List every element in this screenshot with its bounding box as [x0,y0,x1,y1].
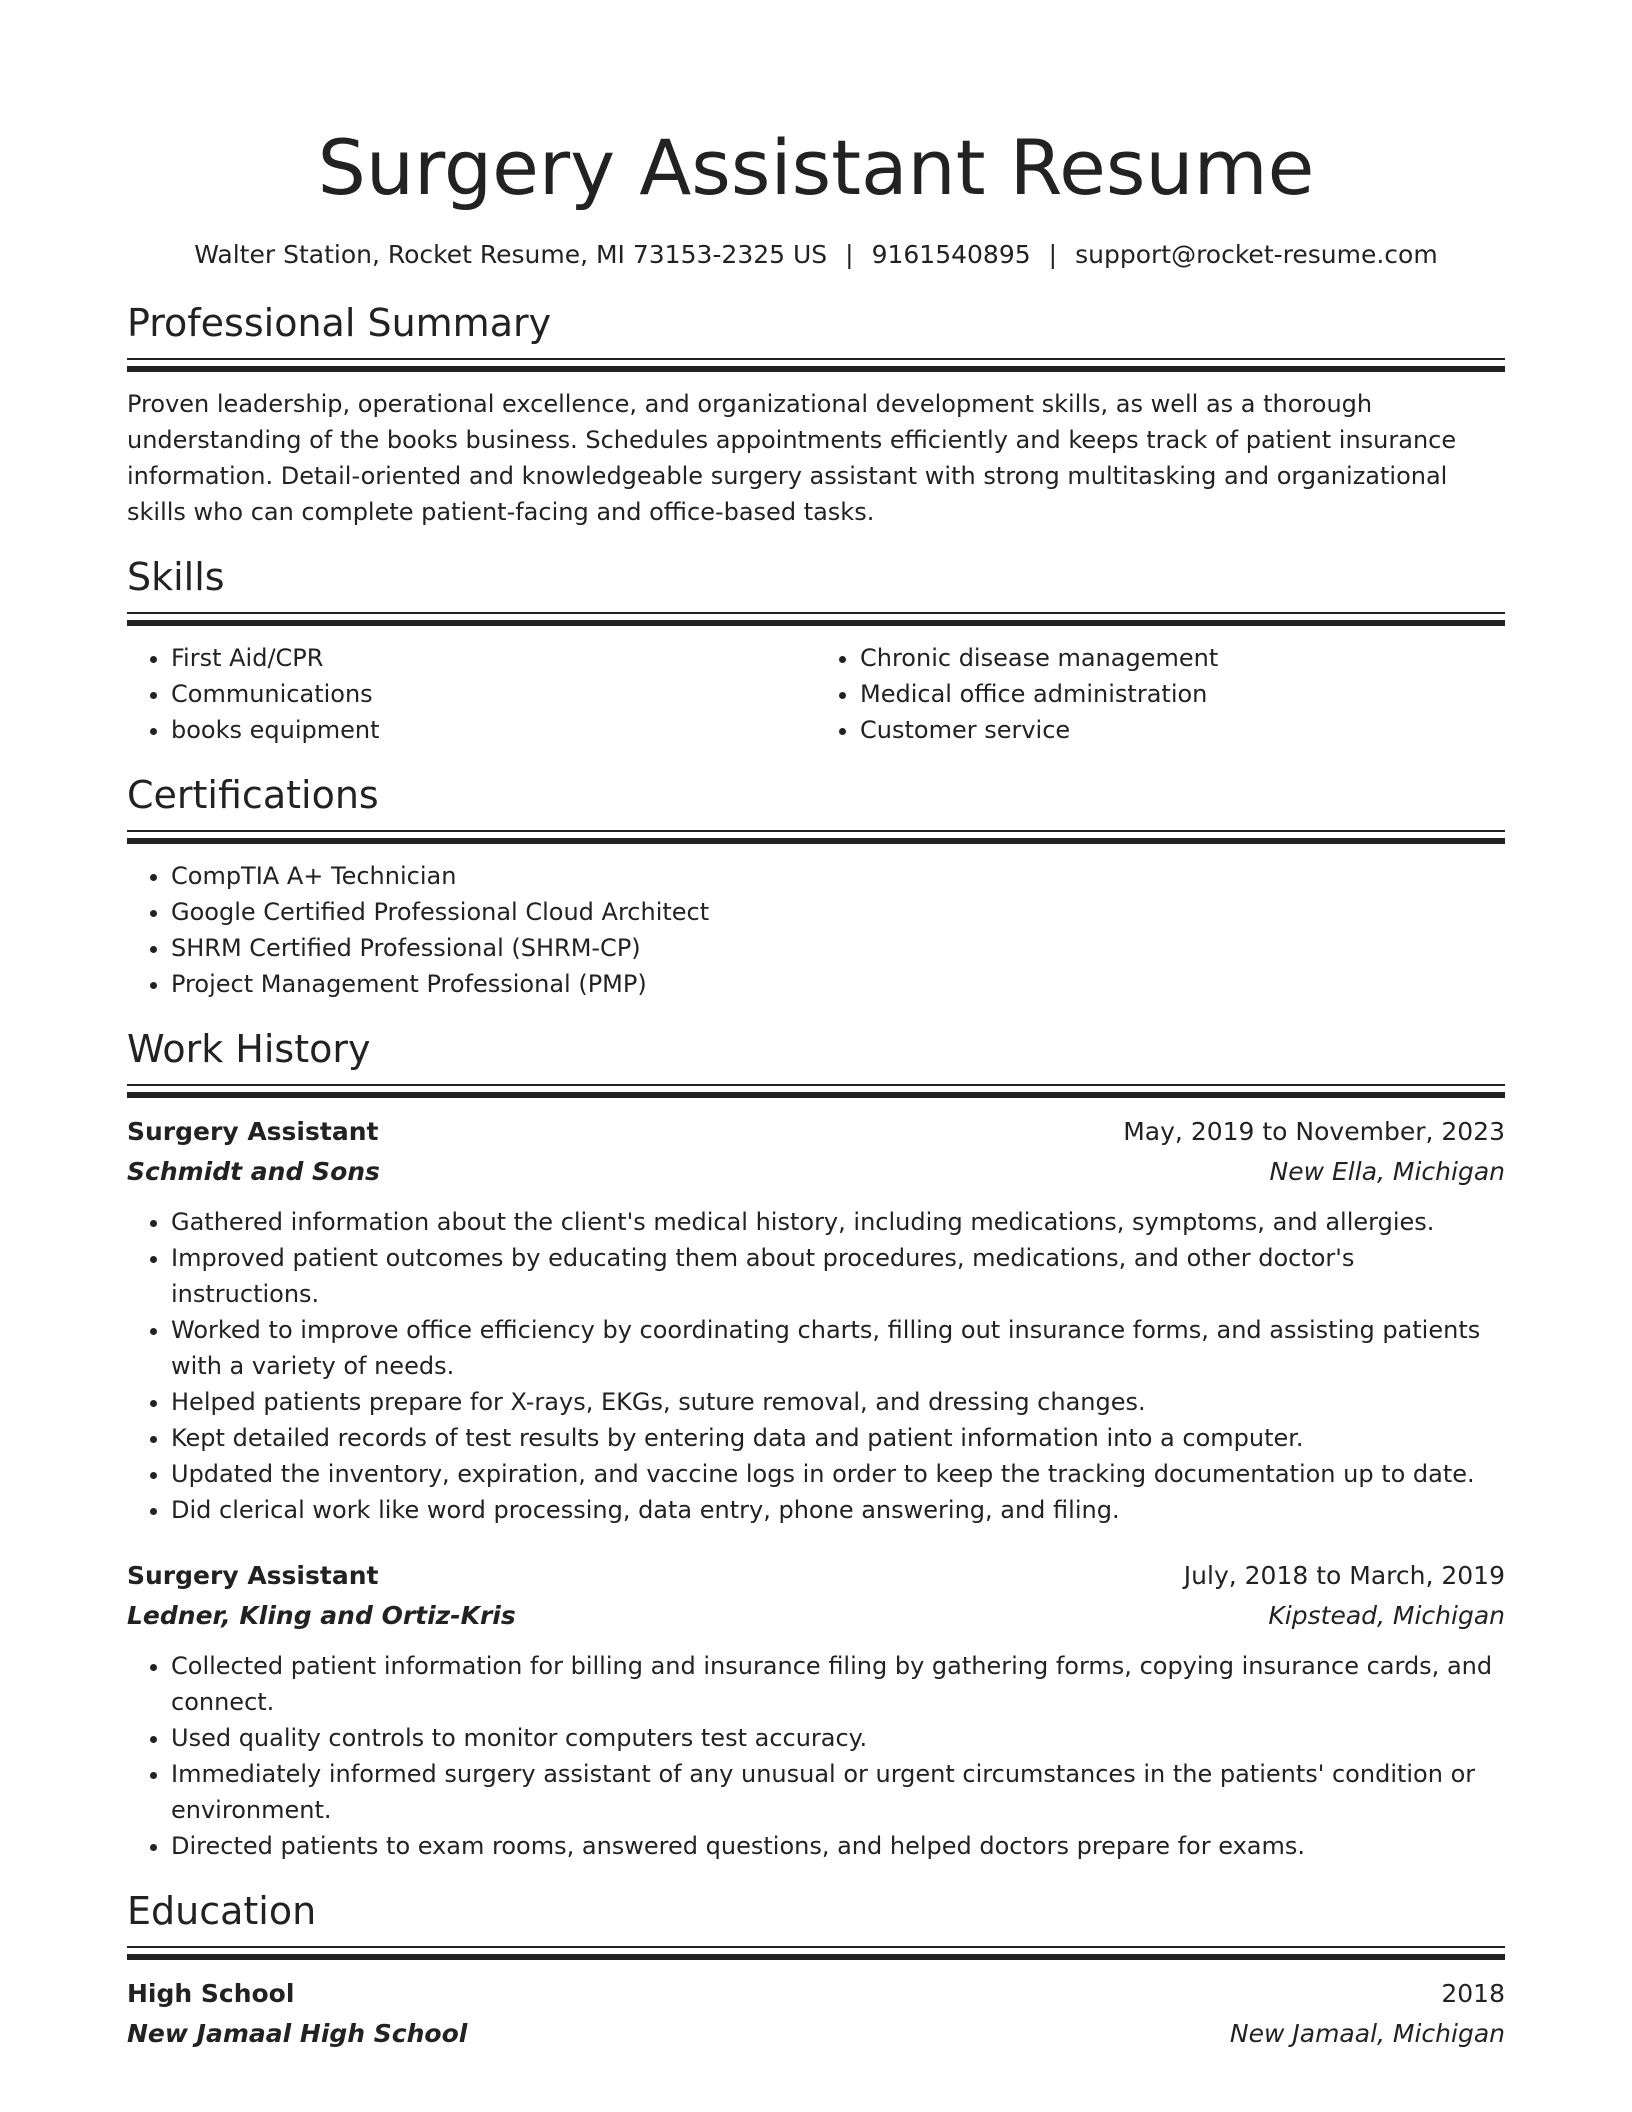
list-item: • CompTIA A+ Technician [171,858,1505,894]
education-header [127,1974,1505,2014]
section-title-summary: Professional Summary [127,301,552,345]
list-item: • Directed patients to exam rooms, answered questions, and helped doctors prepare for exams. [171,1828,1505,1864]
education-year: 2018 [1441,1979,1505,2008]
list-item: • books equipment [171,712,816,748]
list-item: • First Aid/CPR [171,640,816,676]
contact-line [127,238,1505,272]
contact-separator: | [1048,240,1058,269]
job-subheader [127,1596,1505,1636]
section-title-work: Work History [127,1027,371,1071]
job-company: Ledner, Kling and Ortiz-Kris [127,1601,516,1630]
job-bullets [127,1204,1505,1528]
list-item: • Project Management Professional (PMP) [171,966,1505,1002]
list-item: • Customer service [860,712,1505,748]
education-location: New Jamaal, Michigan [1229,2019,1505,2048]
list-item: • Medical office administration [860,676,1505,712]
contact-phone: 9161540895 [871,240,1031,269]
education-section [127,1886,1505,2054]
section-title-certifications: Certifications [127,773,379,817]
section-divider [127,358,1505,372]
contact-address: Walter Station, Rocket Resume, MI 73153-2325 US [194,240,828,269]
skills-columns [127,640,1505,748]
education-entry [127,1974,1505,2054]
section-divider [127,612,1505,626]
certifications-list [127,858,1505,1002]
list-item: • SHRM Certified Professional (SHRM-CP) [171,930,1505,966]
certifications-section [127,770,1505,1002]
resume-title: Surgery Assistant Resume [317,123,1315,212]
list-item: • Helped patients prepare for X-rays, EKGs, suture removal, and dressing changes. [171,1384,1505,1420]
list-item: • Updated the inventory, expiration, and vaccine logs in order to keep the tracking documentation up to date. [171,1456,1505,1492]
job-entry [127,1112,1505,1528]
job-title: Surgery Assistant [127,1561,379,1590]
list-item: • Communications [171,676,816,712]
list-item: • Google Certified Professional Cloud Architect [171,894,1505,930]
education-degree: High School [127,1979,295,2008]
job-bullets [127,1648,1505,1864]
skills-list-right [816,640,1505,748]
job-company: Schmidt and Sons [127,1157,380,1186]
section-divider [127,830,1505,844]
skills-section [127,552,1505,748]
job-header [127,1556,1505,1596]
section-divider [127,1946,1505,1960]
job-entry [127,1556,1505,1864]
summary-text: Proven leadership, operational excellence, and organizational development skills, as well as a thorough understanding of the books business. Schedules appointments efficiently and keeps track of patient insurance information. Detail-oriented and knowledgeable surgery assistant with strong multitasking and organizational skills who can complete patient-facing and office-based tasks. [127,390,1457,526]
work-section [127,1024,1505,1864]
job-title: Surgery Assistant [127,1117,379,1146]
job-header [127,1112,1505,1152]
list-item: • Gathered information about the client's medical history, including medications, symptoms, and allergies. [171,1204,1505,1240]
list-item: • Used quality controls to monitor computers test accuracy. [171,1720,1505,1756]
skills-list-left [127,640,816,748]
list-item: • Did clerical work like word processing, data entry, phone answering, and filing. [171,1492,1505,1528]
job-location: New Ella, Michigan [1269,1157,1505,1186]
list-item: • Worked to improve office efficiency by coordinating charts, filling out insurance forms, and assisting patients with a variety of needs. [171,1312,1505,1384]
contact-email: support@rocket-resume.com [1075,240,1438,269]
education-school: New Jamaal High School [127,2019,468,2048]
list-item: • Improved patient outcomes by educating them about procedures, medications, and other doctor's instructions. [171,1240,1505,1312]
list-item: • Collected patient information for billing and insurance filing by gathering forms, copying insurance cards, and connect. [171,1648,1505,1720]
section-title-skills: Skills [127,555,225,599]
job-dates: May, 2019 to November, 2023 [1123,1117,1505,1146]
section-title-education: Education [127,1889,317,1933]
list-item: • Kept detailed records of test results by entering data and patient information into a computer. [171,1420,1505,1456]
job-dates: July, 2018 to March, 2019 [1183,1561,1505,1590]
list-item: • Chronic disease management [860,640,1505,676]
job-subheader [127,1152,1505,1192]
list-item: • Immediately informed surgery assistant of any unusual or urgent circumstances in the patients' condition or environment. [171,1756,1505,1828]
summary-section [127,298,1505,530]
education-subheader [127,2014,1505,2054]
section-divider [127,1084,1505,1098]
job-location: Kipstead, Michigan [1268,1601,1505,1630]
contact-separator: | [845,240,854,269]
